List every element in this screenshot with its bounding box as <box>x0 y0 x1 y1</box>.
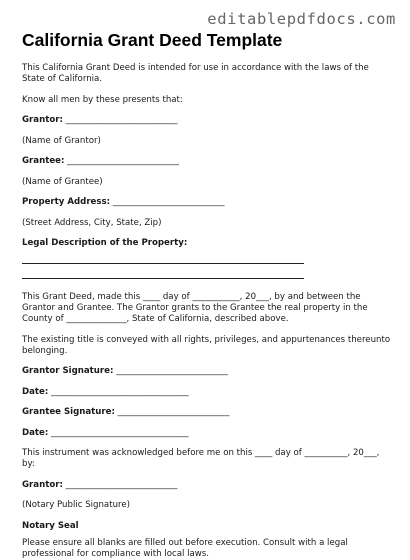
grantee-blank: __________________________ <box>67 156 179 166</box>
name-of-grantee: (Name of Grantee) <box>22 176 103 187</box>
date-line-2 <box>22 428 392 439</box>
grantor-blank-2: __________________________ <box>65 479 178 490</box>
date-blank-2: ________________________________ <box>51 427 189 438</box>
grantor-signature-blank: __________________________ <box>116 366 228 376</box>
date-line-1 <box>22 387 392 398</box>
grantor-label-2: Grantor: <box>22 479 63 490</box>
title-conveyance-paragraph: The existing title is conveyed with all rights, privileges, and appurtenances thereunto belonging. <box>22 334 391 356</box>
grantor-line-2 <box>22 480 392 491</box>
property-address-line <box>22 197 392 208</box>
closing-paragraph: Please ensure all blanks are filled out before execution. Consult with a legal professional for compliance with local laws. <box>22 537 348 559</box>
notary-seal-label: Notary Seal <box>22 520 79 531</box>
grantor-blank: __________________________ <box>65 115 178 125</box>
notary-signature: (Notary Public Signature) <box>22 500 131 510</box>
deed-paragraph: This Grant Deed, made this ____ day of ___________, 20___, by and between the Grantor and Grantee. The Grantor grants to the Grantee the real property in the County of ______________, State of California, described above. <box>22 292 368 324</box>
grantor-signature-line <box>22 366 392 377</box>
grantee-label: Grantee: <box>22 156 65 166</box>
date-label-2: Date: <box>22 427 49 438</box>
legal-description-rule-2 <box>22 278 304 279</box>
intro-paragraph: This California Grant Deed is intended for use in accordance with the laws of the State of California. <box>22 63 369 84</box>
street-address-hint: (Street Address, City, State, Zip) <box>22 217 162 228</box>
date-label-1: Date: <box>22 386 49 397</box>
grantor-signature-label: Grantor Signature: <box>22 366 114 376</box>
property-address-label: Property Address: <box>22 197 111 207</box>
grantee-line <box>22 156 392 167</box>
know-all-paragraph: Know all men by these presents that: <box>22 94 183 105</box>
grantee-signature-line <box>22 407 392 418</box>
document-page <box>22 30 392 560</box>
document-title: California Grant Deed Template <box>22 30 283 50</box>
notary-seal-line <box>22 521 392 532</box>
acknowledgment-paragraph: This instrument was acknowledged before me on this ____ day of __________, 20___, by: <box>22 448 380 469</box>
name-of-grantor: (Name of Grantor) <box>22 135 101 146</box>
grantee-signature-blank: __________________________ <box>117 407 230 417</box>
legal-description-rule-1 <box>22 263 304 264</box>
legal-description-label: Legal Description of the Property: <box>22 238 188 248</box>
legal-description-line <box>22 238 392 249</box>
date-blank-1: ________________________________ <box>51 386 189 397</box>
grantee-signature-label: Grantee Signature: <box>22 407 115 417</box>
grantor-line <box>22 115 392 126</box>
grantor-label: Grantor: <box>22 115 63 125</box>
property-address-blank: __________________________ <box>112 197 225 207</box>
watermark: editablepdfdocs.com <box>207 10 396 28</box>
